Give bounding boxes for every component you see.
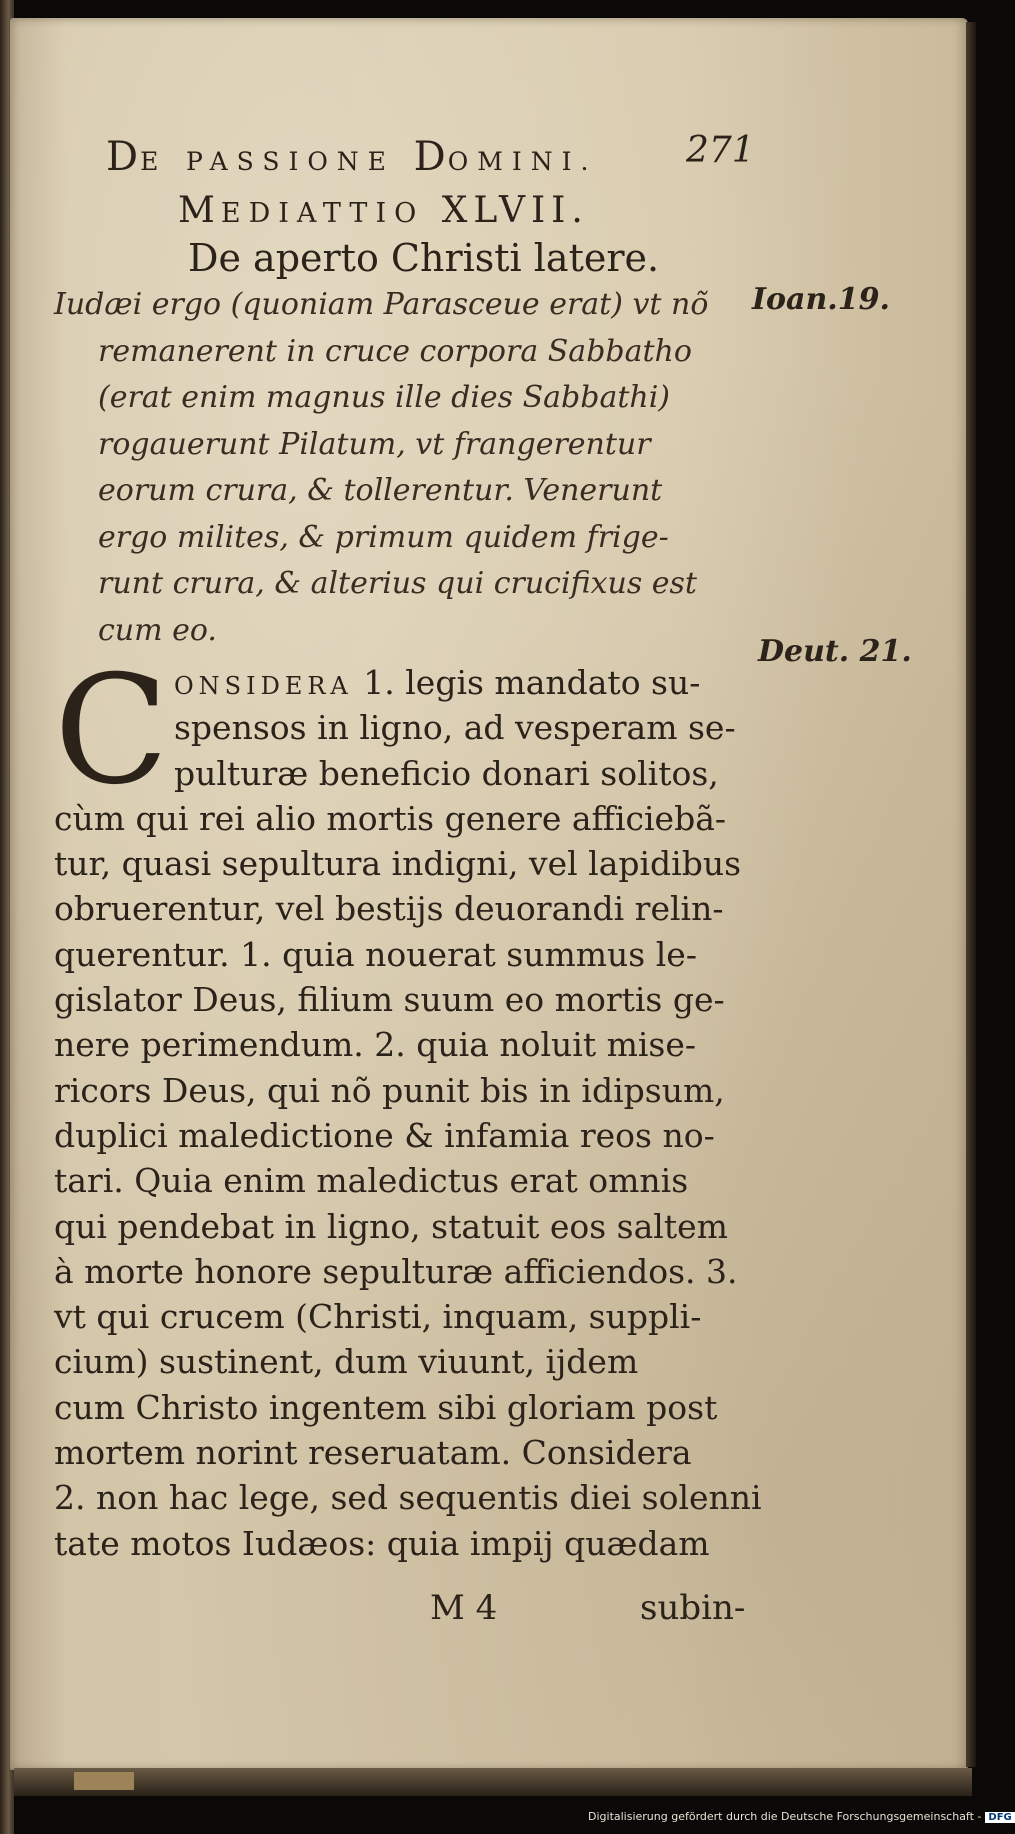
- page-edge-bottom: [14, 1768, 972, 1796]
- meditation-title: [178, 190, 589, 231]
- running-head-cap-3: D: [413, 134, 448, 180]
- body-line: 2. non hac lege, sed sequentis diei solenni: [54, 1478, 762, 1518]
- body-line: obruerentur, vel bestijs deuorandi relin-: [54, 889, 724, 929]
- running-head-word-3: OMINI.: [447, 147, 598, 176]
- marginal-note-deut: Deut. 21.: [758, 634, 912, 669]
- meditation-title-cap: M: [178, 190, 221, 231]
- scripture-line: runt crura, & alterius qui crucifixus est: [98, 566, 697, 601]
- running-head-word-1: E: [140, 147, 168, 176]
- body-line: cum Christo ingentem sibi gloriam post: [54, 1387, 718, 1427]
- body-line: vt qui crucem (Christi, inquam, suppli-: [54, 1297, 702, 1337]
- body-line: tate motos Iudæos: quia impij quædam: [54, 1523, 710, 1563]
- body-line: querentur. 1. quia nouerat summus le-: [54, 934, 697, 974]
- digitization-credit: [588, 1810, 1015, 1823]
- body-line: pulturæ beneficio donari solitos,: [174, 753, 719, 793]
- body-line: spensos in ligno, ad vesperam se-: [174, 708, 736, 748]
- running-head-cap-1: D: [106, 134, 141, 180]
- catchword: subin-: [640, 1588, 746, 1628]
- body-line: ricors Deus, qui nõ punit bis in idipsum,: [54, 1070, 725, 1110]
- running-head-word-2: PASSIONE: [186, 147, 395, 176]
- body-text: [54, 644, 762, 1566]
- signature-mark: M 4: [430, 1588, 498, 1628]
- body-first-rest: 1. legis mandato su-: [352, 663, 701, 702]
- scripture-line: rogauerunt Pilatum, vt frangerentur: [98, 426, 651, 462]
- scripture-passage: [54, 282, 754, 654]
- scripture-line: Iudæi ergo (quoniam Parasceue erat) vt nõ: [54, 287, 709, 322]
- credit-text: Digitalisierung gefördert durch die Deutsche Forschungsgemeinschaft -: [588, 1810, 982, 1823]
- body-line: nere perimendum. 2. quia noluit mise-: [54, 1025, 697, 1065]
- page-number: 271: [686, 130, 755, 171]
- running-head: [106, 134, 746, 180]
- body-line: duplici maledictione & infamia reos no-: [54, 1115, 715, 1155]
- drop-cap: C: [54, 644, 169, 818]
- page-tab: [74, 1772, 134, 1790]
- scripture-line: remanerent in cruce corpora Sabbatho: [98, 333, 692, 369]
- body-line: qui pendebat in ligno, statuit eos saltem: [54, 1206, 728, 1246]
- page-edge-right: [966, 22, 976, 1767]
- body-line: tur, quasi sepultura indigni, vel lapidibus: [54, 844, 742, 884]
- scripture-line: ergo milites, & primum quidem frige-: [98, 519, 669, 555]
- body-line: cùm qui rei alio mortis genere afficiebã-: [54, 798, 727, 838]
- body-line: cium) sustinent, dum viuunt, ijdem: [54, 1342, 639, 1382]
- body-line: mortem norint reseruatam. Considera: [54, 1433, 692, 1473]
- meditation-numeral: XLVII.: [441, 190, 589, 231]
- scripture-line: cum eo.: [98, 612, 217, 648]
- scripture-line: eorum crura, & tollerentur. Venerunt: [98, 473, 663, 508]
- body-first-word: ONSIDERA: [174, 672, 353, 700]
- body-line: [54, 660, 754, 705]
- body-line: gislator Deus, filium suum eo mortis ge-: [54, 980, 725, 1020]
- marginal-note-ioan: Ioan.19.: [752, 282, 890, 317]
- dfg-logo: DFG: [985, 1812, 1014, 1823]
- body-line: tari. Quia enim maledictus erat omnis: [54, 1161, 689, 1201]
- book-page: [10, 18, 968, 1770]
- body-line: à morte honore sepulturæ afficiendos. 3.: [54, 1251, 738, 1291]
- meditation-subtitle: De aperto Christi latere.: [188, 236, 660, 280]
- meditation-title-word: EDIATTIO: [220, 198, 425, 229]
- scripture-line: (erat enim magnus ille dies Sabbathi): [98, 380, 671, 415]
